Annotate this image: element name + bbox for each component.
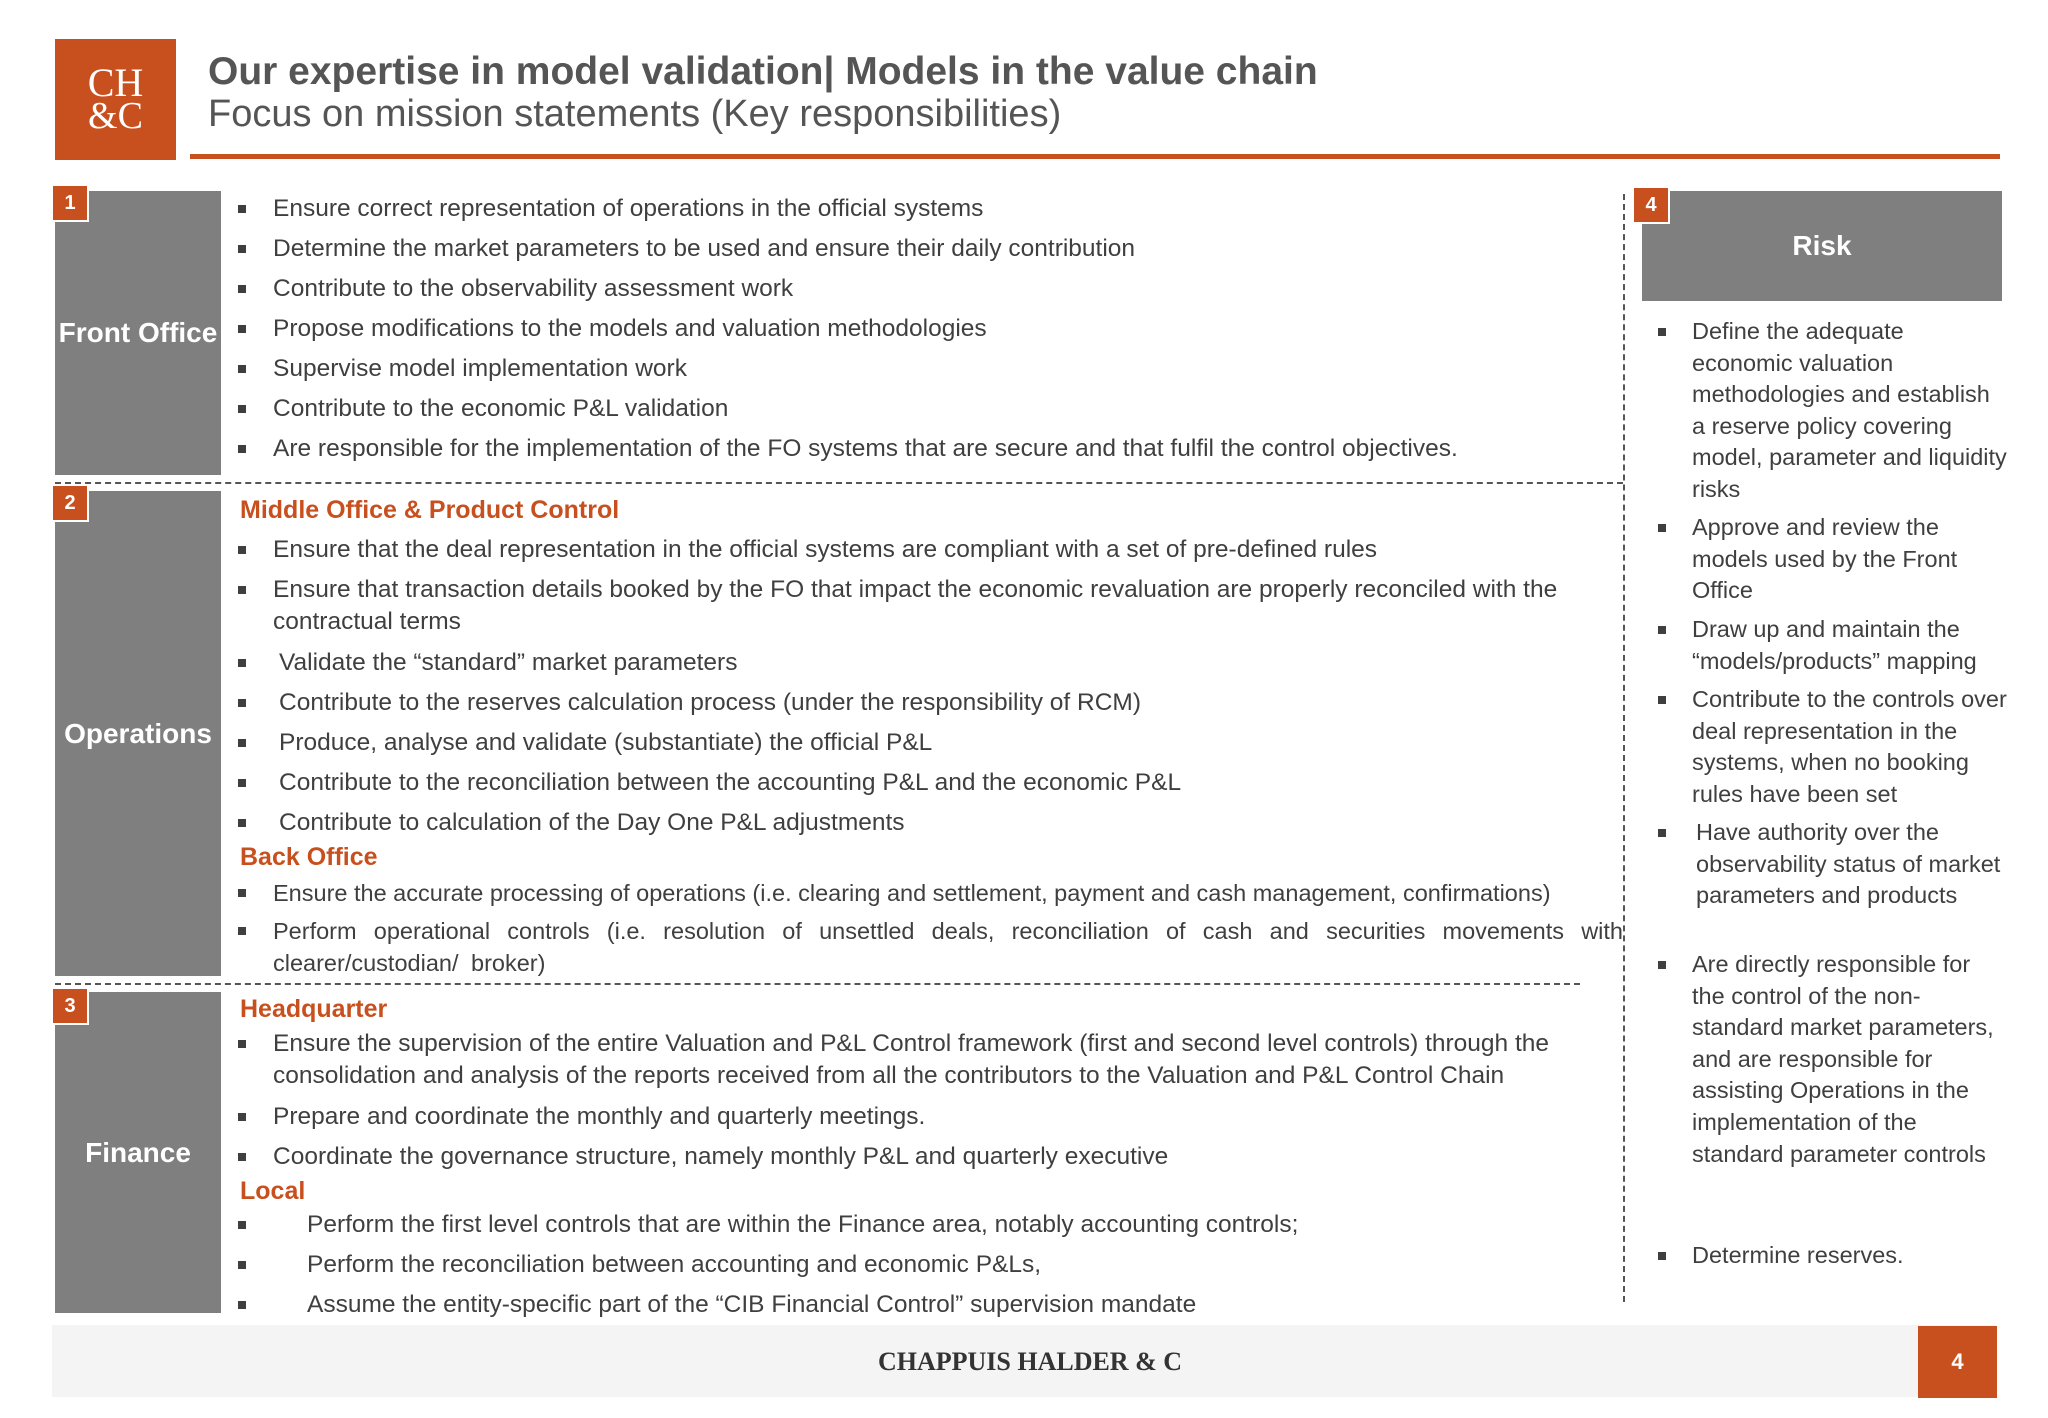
front-office-block	[55, 191, 221, 475]
operations-block	[55, 491, 221, 976]
column-divider	[1623, 194, 1625, 1302]
section-number-4: 4	[1632, 186, 1670, 224]
page-number: 4	[1918, 1326, 1997, 1398]
middle-office-heading: Middle Office & Product Control	[240, 496, 620, 524]
section-number-2: 2	[51, 484, 89, 522]
slide-title: Our expertise in model validation| Models in the value chain	[208, 50, 1318, 93]
finance-block	[55, 992, 221, 1313]
risk-block	[1642, 191, 2002, 301]
section-divider	[55, 482, 1623, 484]
section-divider	[55, 983, 1580, 985]
company-logo: CH &C	[55, 39, 176, 160]
section-number-1: 1	[51, 184, 89, 222]
footer-brand: CHAPPUIS HALDER & C	[877, 1347, 1183, 1376]
headquarter-heading: Headquarter	[240, 995, 388, 1023]
back-office-heading: Back Office	[240, 843, 378, 871]
finance-label: Finance	[85, 1136, 191, 1168]
front-office-label: Front Office	[58, 317, 218, 348]
slide-subtitle: Focus on mission statements (Key responsibilities)	[208, 93, 1062, 135]
risk-label: Risk	[1792, 230, 1852, 261]
operations-label: Operations	[64, 717, 212, 749]
section-number-3: 3	[51, 987, 89, 1025]
local-heading: Local	[240, 1177, 306, 1205]
title-divider	[190, 154, 2000, 159]
